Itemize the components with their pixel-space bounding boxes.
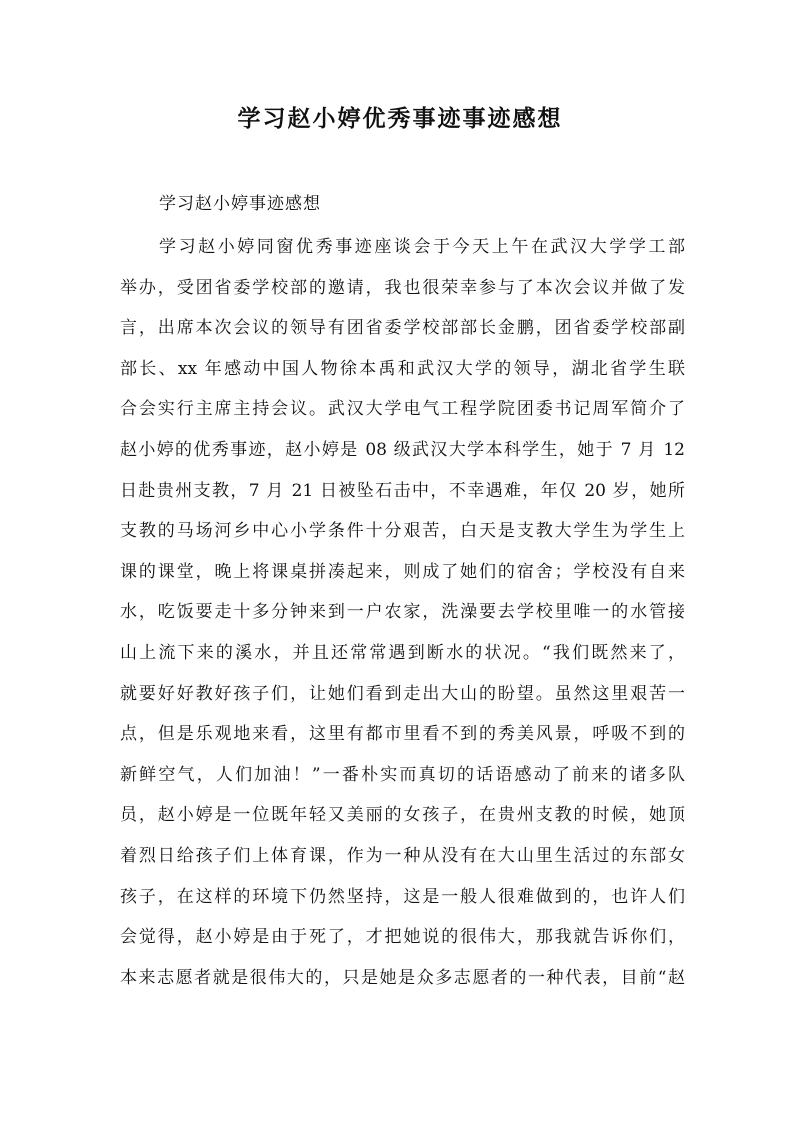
paragraph-line: 言，出席本次会议的领导有团省委学校部部长金鹏，团省委学校部副 xyxy=(120,318,685,338)
paragraph-line: 会觉得，赵小婷是由于死了，才把她说的很伟大，那我就告诉你们， xyxy=(120,927,685,947)
paragraph-line: 部长、xx 年感动中国人物徐本禹和武汉大学的领导，湖北省学生联 xyxy=(120,359,685,379)
paragraph-line: 点，但是乐观地来看，这里有都市里看不到的秀美风景，呼吸不到的 xyxy=(120,724,685,744)
paragraph-line: 员，赵小婷是一位既年轻又美丽的女孩子，在贵州支教的时候，她顶 xyxy=(120,805,685,825)
paragraph-line: 支教的马场河乡中心小学条件十分艰苦，白天是支教大学生为学生上 xyxy=(120,521,685,541)
paragraph-line: 本来志愿者就是很伟大的，只是她是众多志愿者的一种代表，目前“赵 xyxy=(120,968,685,988)
paragraph-line: 水，吃饭要走十多分钟来到一户农家，洗澡要去学校里唯一的水管接 xyxy=(120,602,685,622)
paragraph-line: 赵小婷的优秀事迹，赵小婷是 08 级武汉大学本科学生，她于 7 月 12 xyxy=(120,440,685,460)
paragraph-line: 山上流下来的溪水，并且还常常遇到断水的状况。“我们既然来了， xyxy=(120,643,685,663)
document-title: 学习赵小婷优秀事迹事迹感想 xyxy=(237,105,563,132)
paragraph-line: 举办，受团省委学校部的邀请，我也很荣幸参与了本次会议并做了发 xyxy=(120,278,685,298)
paragraph-line: 就要好好教好孩子们，让她们看到走出大山的盼望。虽然这里艰苦一 xyxy=(120,684,685,704)
paragraph-line: 学习赵小婷同窗优秀事迹座谈会于今天上午在武汉大学学工部 xyxy=(159,237,685,257)
paragraph-line: 日赴贵州支教，7 月 21 日被坠石击中，不幸遇难，年仅 20 岁，她所 xyxy=(120,481,685,501)
paragraph-line: 课的课堂，晚上将课桌拼凑起来，则成了她们的宿舍；学校没有自来 xyxy=(120,562,685,582)
paragraph-line: 着烈日给孩子们上体育课，作为一种从没有在大山里生活过的东部女 xyxy=(120,846,685,866)
paragraph-line: 合会实行主席主持会议。武汉大学电气工程学院团委书记周军简介了 xyxy=(120,399,685,419)
paragraph-line: 孩子，在这样的环境下仍然坚持，这是一般人很难做到的，也许人们 xyxy=(120,887,685,907)
document-subtitle: 学习赵小婷事迹感想 xyxy=(159,194,321,214)
paragraph-line: 新鲜空气，人们加油！”一番朴实而真切的话语感动了前来的诸多队 xyxy=(120,765,685,785)
